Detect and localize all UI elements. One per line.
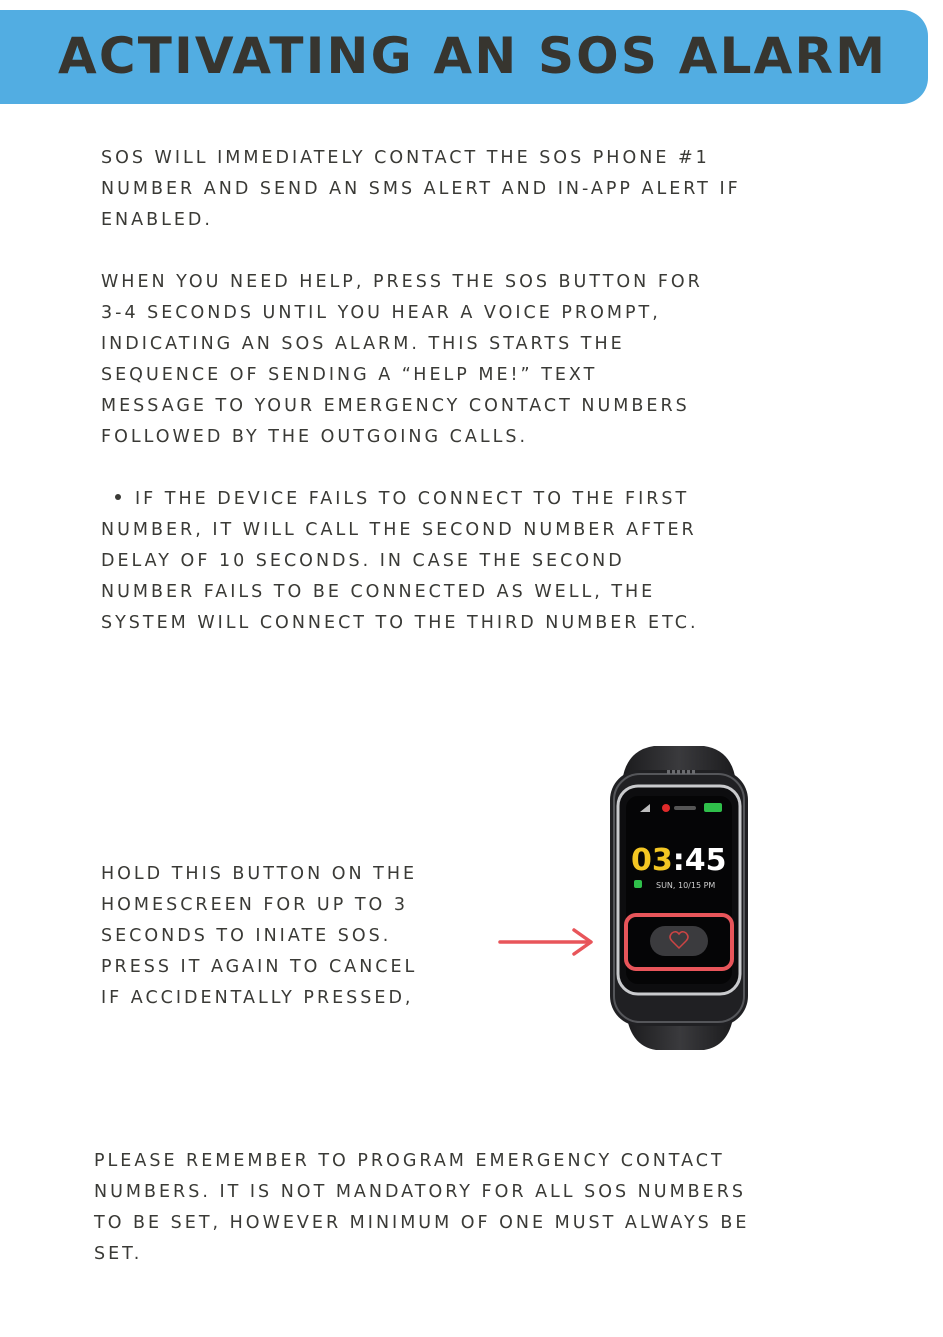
reminder-line: PLEASE REMEMBER TO PROGRAM EMERGENCY CONTACT: [94, 1151, 725, 1171]
watch-date: SUN, 10/15 PM: [656, 881, 716, 890]
intro-line: SOS WILL IMMEDIATELY CONTACT THE SOS PHONE #1: [101, 148, 710, 168]
bullet-line: SYSTEM WILL CONNECT TO THE THIRD NUMBER ETC.: [101, 613, 699, 633]
sos-button: [650, 926, 708, 956]
reminder-line: SET.: [94, 1244, 143, 1264]
help-line: MESSAGE TO YOUR EMERGENCY CONTACT NUMBERS: [101, 396, 690, 416]
help-line: 3-4 SECONDS UNTIL YOU HEAR A VOICE PROMPT,: [101, 303, 661, 323]
help-line: INDICATING AN SOS ALARM. THIS STARTS THE: [101, 334, 625, 354]
hold-button-paragraph: [101, 859, 417, 1014]
intro-line: ENABLED.: [101, 210, 213, 230]
hold-line: PRESS IT AGAIN TO CANCEL: [101, 957, 418, 977]
hold-line: IF ACCIDENTALLY PRESSED,: [101, 988, 414, 1008]
arrow-right-icon: [498, 924, 598, 960]
alarm-icon: [634, 880, 642, 888]
watch-hours: 03: [631, 843, 673, 878]
help-line: WHEN YOU NEED HELP, PRESS THE SOS BUTTON FOR: [101, 272, 703, 292]
smartwatch-image: [604, 742, 754, 1052]
bullet-line: NUMBER FAILS TO BE CONNECTED AS WELL, THE: [101, 582, 656, 602]
record-indicator-icon: [662, 804, 670, 812]
reminder-line: TO BE SET, HOWEVER MINIMUM OF ONE MUST ALWAYS BE: [94, 1213, 750, 1233]
reminder-line: NUMBERS. IT IS NOT MANDATORY FOR ALL SOS NUMBERS: [94, 1182, 746, 1202]
bullet-point-icon: [115, 494, 121, 500]
hold-line: HOMESCREEN FOR UP TO 3: [101, 895, 408, 915]
bullet-line: NUMBER, IT WILL CALL THE SECOND NUMBER AFTER: [101, 520, 697, 540]
help-line: SEQUENCE OF SENDING A “HELP ME!” TEXT: [101, 365, 598, 385]
bullet-line: IF THE DEVICE FAILS TO CONNECT TO THE FIRST: [135, 489, 690, 509]
intro-line: NUMBER AND SEND AN SMS ALERT AND IN-APP ALERT IF: [101, 179, 741, 199]
battery-icon: [704, 803, 722, 812]
intro-paragraph: [101, 143, 741, 236]
hold-line: HOLD THIS BUTTON ON THE: [101, 864, 418, 884]
watch-minutes: 45: [684, 843, 727, 878]
page-title: ACTIVATING AN SOS ALARM: [58, 27, 888, 85]
bullet-paragraph: [101, 484, 699, 639]
bullet-first-line: [101, 484, 699, 515]
svg-text:03:45: 03:45: [631, 843, 727, 878]
help-paragraph: [101, 267, 703, 453]
hold-line: SECONDS TO INIATE SOS.: [101, 926, 392, 946]
help-line: FOLLOWED BY THE OUTGOING CALLS.: [101, 427, 529, 447]
reminder-paragraph: [94, 1146, 749, 1270]
bullet-line: DELAY OF 10 SECONDS. IN CASE THE SECOND: [101, 551, 625, 571]
